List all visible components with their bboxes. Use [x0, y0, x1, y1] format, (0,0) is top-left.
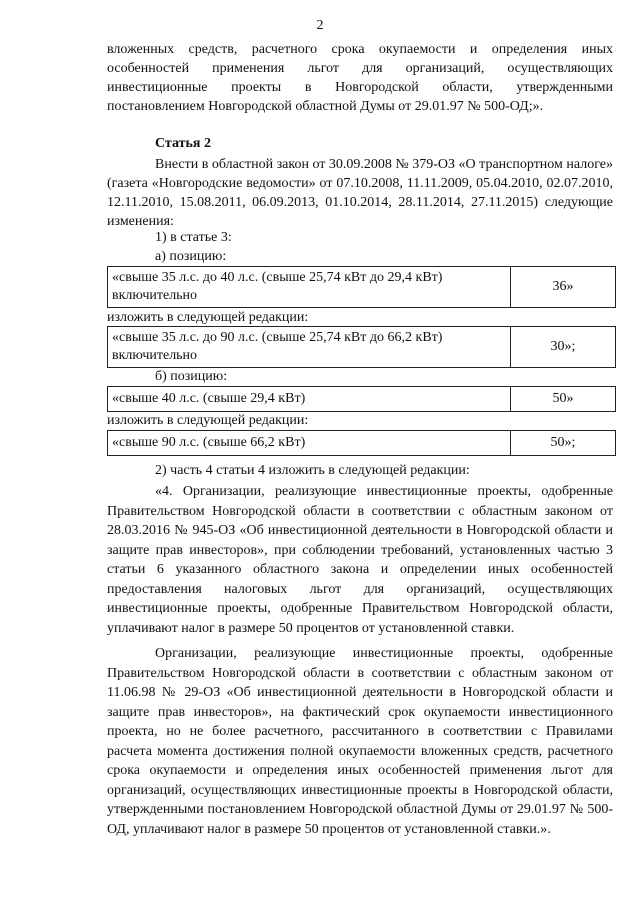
position-value: 50»;: [511, 431, 616, 456]
position-value: 30»;: [511, 327, 616, 368]
article-text: Внести в областной закон от 30.09.2008 № 379-ОЗ «О транспортном налоге» (газета «Новгородские ведомости» от 07.10.2008, 11.11.2009, 05.04.2010, 02.07.2010, 12.11.2010, 15.08.2011, 06.09.2013, 01.10.2014, 28.11.2014, 27.11.2015) следующие изменения:: [107, 157, 613, 229]
intro-paragraph: вложенных средств, расчетного срока окупаемости и определения иных особенностей применения льгот для организаций, осуществляющих инвестиционные проекты в Новгородской области, утвержденными постановлением Новгородской областной Думы от 29.01.97 № 500-ОД;».: [107, 42, 613, 114]
paragraph-2: Организации, реализующие инвестиционные проекты, одобренные Правительством Новгородской области в соответствии с областным законом от 11.06.98 № 29-ОЗ «Об инвестиционной деятельности в Новгородской области и защите прав инвесторов», на фактический срок окупаемости инвестиционного проекта, но не более расчетного, рассчитанного в соответствии с Правилами расчета момента достижения полной окупаемости вложенных средств, расчетного срока окупаемости и определения иных особенностей применения льгот для организаций, осуществляющих инвестиционные проекты в Новгородской области, утвержденными постановлением Новгородской областной Думы от 29.01.97 № 500-ОД, уплачивают налог в размере 50 процентов от установленной ставки.».: [107, 646, 613, 837]
position-label: «свыше 40 л.с. (свыше 29,4 кВт): [108, 387, 511, 412]
position-label: «свыше 35 л.с. до 90 л.с. (свыше 25,74 кВт до 66,2 кВт) включительно: [108, 327, 511, 368]
position-label: «свыше 35 л.с. до 40 л.с. (свыше 25,74 кВт до 29,4 кВт) включительно: [108, 267, 511, 308]
paragraph-1: «4. Организации, реализующие инвестиционные проекты, одобренные Правительством Новгородской области в соответствии с областным законом от 28.03.2016 № 945-ОЗ «Об инвестиционной деятельности в Новгородской области и защите прав инвесторов», при соблюдении требований, установленных частью 3 статьи 6 указанного областного закона и определении иных особенностей предоставления налоговых льгот для организаций, осуществляющих инвестиционные проекты, одобренные Правительством Новгородской области, уплачивают налог в размере 50 процентов от установленной ставки.: [107, 484, 613, 636]
page-number: 2: [316, 18, 324, 33]
position-value: 36»: [511, 267, 616, 308]
position-table-b: [107, 386, 616, 412]
sub-item-a: а) позицию:: [155, 249, 227, 264]
position-label: «свыше 90 л.с. (свыше 66,2 кВт): [108, 431, 511, 456]
article-heading: Статья 2: [155, 136, 211, 151]
position-value: 50»: [511, 387, 616, 412]
sub-item-b: б) позицию:: [155, 369, 228, 384]
item-2: 2) часть 4 статьи 4 изложить в следующей редакции:: [155, 463, 470, 478]
item-1: 1) в статье 3:: [155, 230, 232, 245]
position-table-b-new: [107, 430, 616, 456]
position-table-a: [107, 266, 616, 308]
restate-line-1: изложить в следующей редакции:: [107, 310, 309, 325]
position-table-a-new: [107, 326, 616, 368]
restate-line-2: изложить в следующей редакции:: [107, 413, 309, 428]
